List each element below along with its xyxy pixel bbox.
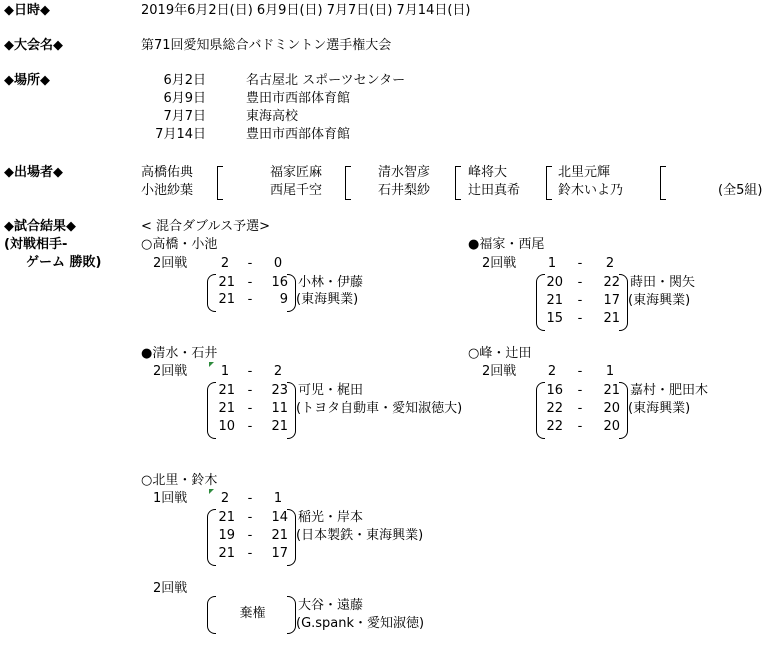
results-label: ◆試合結果◆ xyxy=(4,219,76,234)
score-dash: - xyxy=(247,528,253,543)
team-name: ●福家・西尾 xyxy=(468,237,545,252)
player-name: 峰将大 xyxy=(468,165,508,180)
player-name: 高橋佑典 xyxy=(141,165,194,180)
score-dash: - xyxy=(247,401,253,416)
score-dash: - xyxy=(577,311,583,326)
score-bracket-right xyxy=(287,274,296,312)
game-score: 14 xyxy=(271,510,288,525)
datetime-value: 2019年6月2日(日) 6月9日(日) 7月7日(日) 7月14日(日) xyxy=(141,3,471,18)
score-dash: - xyxy=(577,383,583,398)
match-score-opp: 1 xyxy=(273,491,283,506)
opponent-name: 可児・梶田 xyxy=(298,383,364,398)
score-dash: - xyxy=(247,383,253,398)
game-score: 19 xyxy=(218,528,235,543)
game-score: 21 xyxy=(603,383,620,398)
game-score: 17 xyxy=(603,293,620,308)
score-dash: - xyxy=(247,256,253,271)
score-bracket-right xyxy=(619,274,628,331)
pair-bracket xyxy=(217,166,223,200)
team-name: ○北里・鈴木 xyxy=(141,473,218,488)
opponent-name: 稲光・岸本 xyxy=(298,510,364,525)
venue-place: 豊田市西部体育館 xyxy=(246,127,351,142)
game-score: 21 xyxy=(218,292,235,307)
round-label: 2回戦 xyxy=(482,256,517,271)
match-score-us: 2 xyxy=(220,491,230,506)
pair-bracket xyxy=(345,166,351,200)
opponent-name: 嘉村・肥田木 xyxy=(630,383,709,398)
venue-date: 6月9日 xyxy=(163,91,206,106)
score-dash: - xyxy=(577,275,583,290)
game-score: 21 xyxy=(218,275,235,290)
game-score: 21 xyxy=(603,311,620,326)
score-dash: - xyxy=(247,491,253,506)
game-score: 22 xyxy=(603,275,620,290)
game-score: 21 xyxy=(271,528,288,543)
walkover-label: 棄権 xyxy=(239,606,266,621)
opponent-name: 小林・伊藤 xyxy=(298,275,364,290)
score-dash: - xyxy=(247,292,253,307)
score-dash: - xyxy=(577,256,583,271)
game-score: 21 xyxy=(218,546,235,561)
player-name: 福家匠麻 xyxy=(270,165,323,180)
game-score: 21 xyxy=(218,383,235,398)
comment-flag-icon xyxy=(209,362,214,367)
match-score-us: 1 xyxy=(547,256,557,271)
game-score: 15 xyxy=(546,311,563,326)
score-bracket-left xyxy=(207,596,216,634)
players-label: ◆出場者◆ xyxy=(4,165,63,180)
score-bracket-right xyxy=(287,509,296,566)
game-score: 11 xyxy=(271,401,288,416)
opponent-affiliation: (東海興業) xyxy=(296,292,359,307)
player-name: 小池紗葉 xyxy=(141,183,194,198)
game-score: 22 xyxy=(546,419,563,434)
players-total: (全5組) xyxy=(718,183,763,198)
game-score: 17 xyxy=(271,546,288,561)
score-dash: - xyxy=(247,546,253,561)
event-title: < 混合ダブルス予選> xyxy=(141,219,271,234)
score-dash: - xyxy=(247,419,253,434)
team-name: ○高橋・小池 xyxy=(141,237,218,252)
score-dash: - xyxy=(577,401,583,416)
match-score-opp: 2 xyxy=(273,364,283,379)
player-name: 清水智彦 xyxy=(378,165,431,180)
game-score: 20 xyxy=(603,401,620,416)
game-score: 21 xyxy=(218,510,235,525)
match-score-opp: 2 xyxy=(605,256,615,271)
opponent-name: 蒔田・関矢 xyxy=(630,275,696,290)
venue-date: 7月7日 xyxy=(163,109,206,124)
game-score: 21 xyxy=(271,419,288,434)
game-score: 23 xyxy=(271,383,288,398)
game-score: 16 xyxy=(546,383,563,398)
match-score-opp: 0 xyxy=(273,256,283,271)
player-name: 石井梨紗 xyxy=(378,183,431,198)
team-name: ○峰・辻田 xyxy=(468,346,532,361)
results-sublabel: ゲーム 勝敗) xyxy=(26,255,102,270)
score-bracket-right xyxy=(287,596,296,634)
score-dash: - xyxy=(247,275,253,290)
game-score: 21 xyxy=(546,293,563,308)
score-dash: - xyxy=(577,293,583,308)
game-score: 20 xyxy=(546,275,563,290)
round-label: 2回戦 xyxy=(153,364,188,379)
score-bracket-right xyxy=(619,382,628,439)
tournament-name: 第71回愛知県総合バドミントン選手権大会 xyxy=(141,38,392,53)
comment-flag-icon xyxy=(209,489,214,494)
game-score: 20 xyxy=(603,419,620,434)
tournament-label: ◆大会名◆ xyxy=(4,38,63,53)
match-score-us: 2 xyxy=(547,364,557,379)
venue-place: 東海高校 xyxy=(246,109,299,124)
score-dash: - xyxy=(577,419,583,434)
player-name: 鈴木いよ乃 xyxy=(558,183,624,198)
score-dash: - xyxy=(247,364,253,379)
player-name: 西尾千空 xyxy=(270,183,323,198)
opponent-affiliation: (東海興業) xyxy=(628,293,691,308)
venue-place: 豊田市西部体育館 xyxy=(246,91,351,106)
venue-place: 名古屋北 スポーツセンター xyxy=(246,73,406,88)
venue-date: 6月2日 xyxy=(163,73,206,88)
player-name: 辻田真希 xyxy=(468,183,521,198)
match-score-us: 2 xyxy=(220,256,230,271)
game-score: 9 xyxy=(279,292,288,307)
game-score: 22 xyxy=(546,401,563,416)
venue-date: 7月14日 xyxy=(155,127,206,142)
venue-label: ◆場所◆ xyxy=(4,73,50,88)
player-name: 北里元輝 xyxy=(558,165,611,180)
datetime-label: ◆日時◆ xyxy=(4,3,50,18)
pair-bracket xyxy=(455,166,461,200)
match-score-us: 1 xyxy=(220,364,230,379)
game-score: 16 xyxy=(271,275,288,290)
results-sublabel: (対戦相手- xyxy=(4,237,68,252)
round-label: 2回戦 xyxy=(482,364,517,379)
match-score-opp: 1 xyxy=(605,364,615,379)
opponent-affiliation: (G.spank・愛知淑徳) xyxy=(296,616,425,631)
game-score: 21 xyxy=(218,401,235,416)
score-bracket-right xyxy=(287,382,296,439)
round-label: 1回戦 xyxy=(153,491,188,506)
pair-bracket xyxy=(660,166,666,200)
opponent-name: 大谷・遠藤 xyxy=(298,598,364,613)
opponent-affiliation: (日本製鉄・東海興業) xyxy=(296,528,424,543)
team-name: ●清水・石井 xyxy=(141,346,218,361)
opponent-affiliation: (東海興業) xyxy=(628,401,691,416)
round-label: 2回戦 xyxy=(153,256,188,271)
round-label: 2回戦 xyxy=(153,581,188,596)
score-dash: - xyxy=(247,510,253,525)
pair-bracket xyxy=(546,166,552,200)
opponent-affiliation: (トヨタ自動車・愛知淑徳大) xyxy=(296,401,463,416)
game-score: 10 xyxy=(218,419,235,434)
score-dash: - xyxy=(577,364,583,379)
